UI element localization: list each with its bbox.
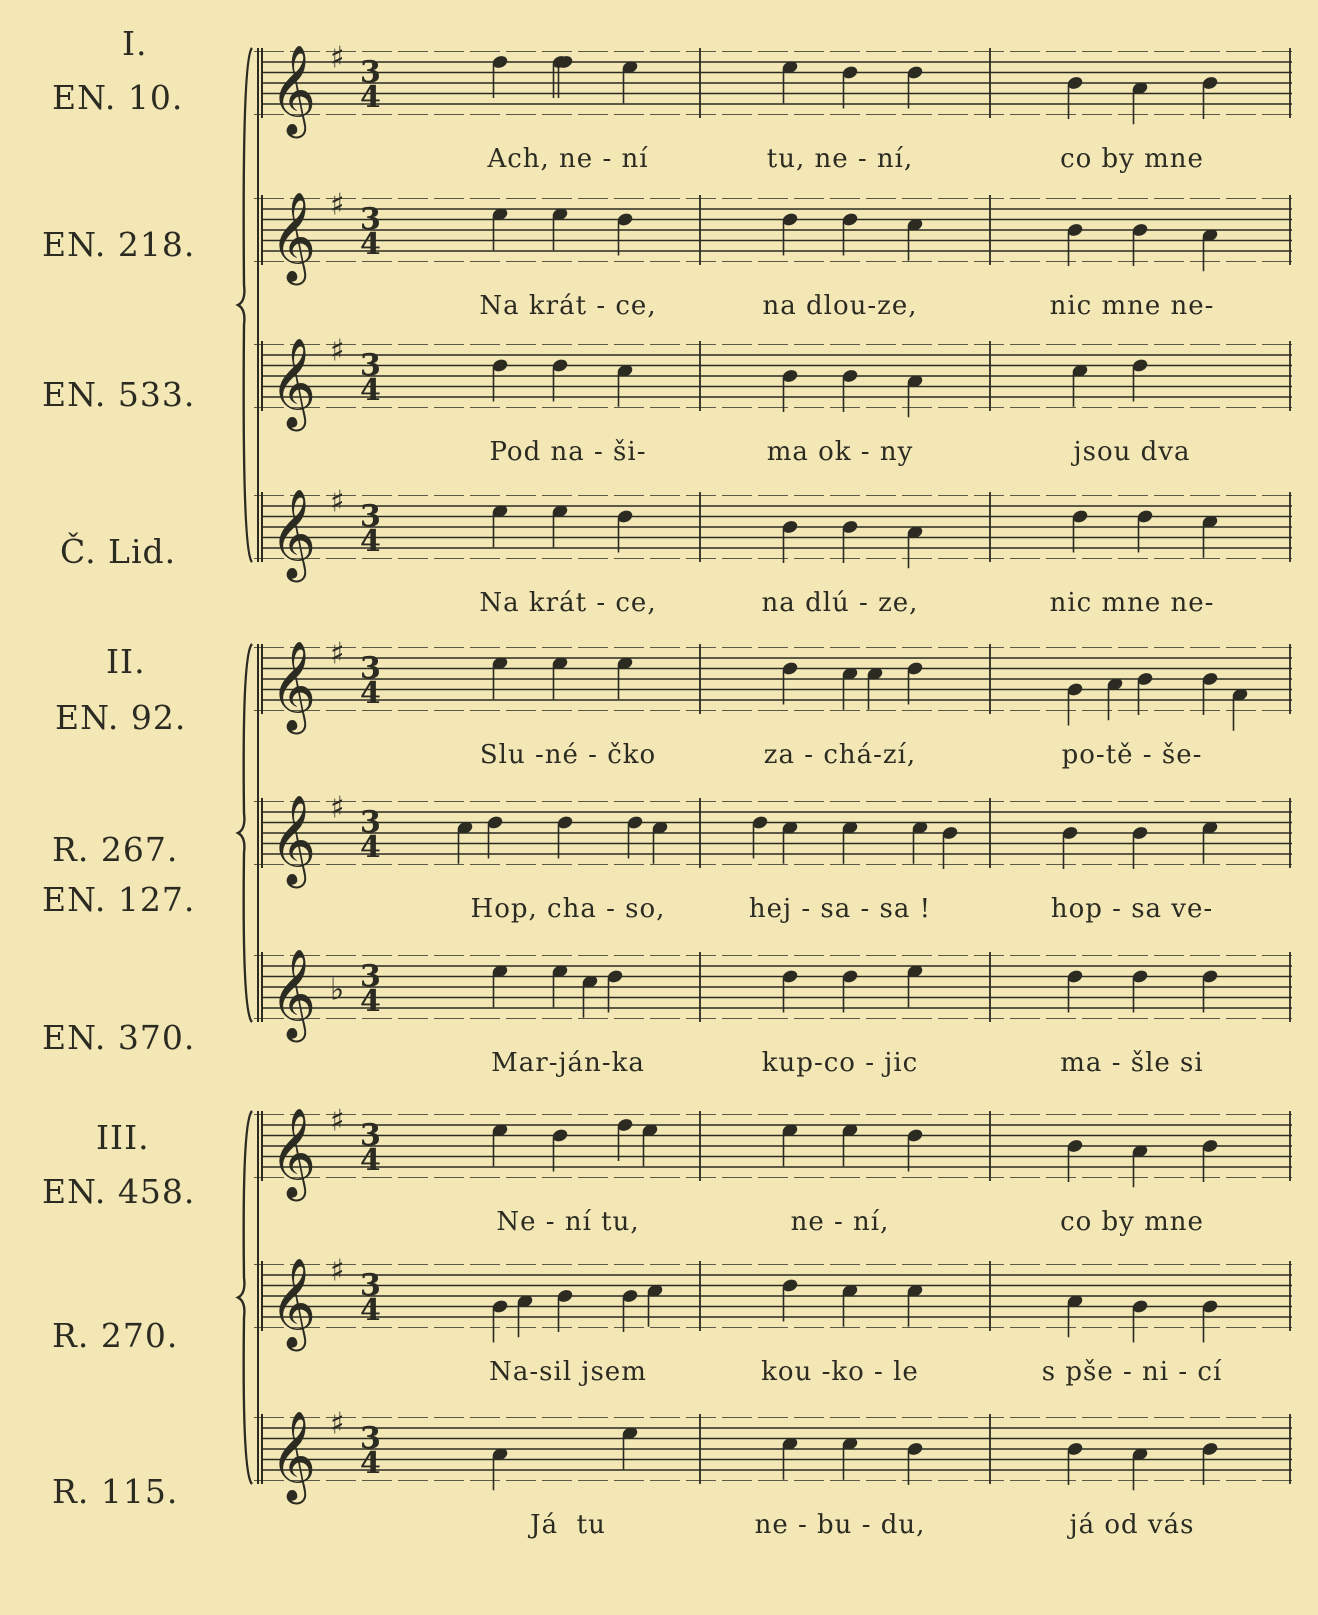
staff (254, 187, 1292, 286)
staff (254, 1406, 1292, 1505)
lyric-line: hej - sa - sa ! (748, 894, 932, 924)
sharp-icon: ♯ (330, 333, 345, 369)
time-signature-denominator: 4 (360, 1446, 381, 1481)
staff-label: EN. 370. (42, 1018, 196, 1057)
staff-label: R. 115. (52, 1472, 179, 1511)
time-signature-numerator: 3 (360, 348, 381, 383)
treble-clef-icon: 𝄞 (270, 795, 317, 885)
staff (254, 40, 1292, 139)
lyric-line: co by mne (1060, 144, 1204, 174)
lyric-line: nic mne ne- (1049, 291, 1215, 321)
staff-label: EN. 127. (42, 880, 196, 919)
lyric-line: hop - sa ve- (1050, 894, 1214, 924)
time-signature-numerator: 3 (360, 805, 381, 840)
lyric-line: nic mne ne- (1049, 588, 1215, 618)
staff-label: II. (106, 642, 146, 681)
time-signature-denominator: 4 (360, 1293, 381, 1328)
staff (254, 949, 1292, 1043)
lyric-line: tu, ne - ní, (766, 144, 914, 174)
flat-icon: ♭ (330, 972, 345, 1008)
sharp-icon: ♯ (330, 636, 345, 672)
staff-label: EN. 458. (42, 1172, 196, 1211)
staff (254, 1103, 1292, 1202)
staff (254, 636, 1292, 735)
lyric-line: Slu -né - čko (479, 740, 657, 770)
time-signature-numerator: 3 (360, 202, 381, 237)
lyric-line: co by mne (1060, 1207, 1204, 1237)
staff-label: EN. 533. (42, 375, 196, 414)
time-signature-denominator: 4 (360, 80, 381, 115)
lyric-line: kup-co - jic (761, 1048, 919, 1078)
time-signature-denominator: 4 (360, 676, 381, 711)
sharp-icon: ♯ (330, 1103, 345, 1139)
lyric-line: ma - šle si (1060, 1048, 1204, 1078)
lyric-line: ne - bu - du, (754, 1510, 926, 1540)
lyric-line: Na-sil jsem (489, 1357, 647, 1387)
staff-label: EN. 218. (42, 225, 196, 264)
lyric-line: Hop, cha - so, (470, 894, 666, 924)
group-brace (238, 1111, 252, 1484)
time-signature-denominator: 4 (360, 1143, 381, 1178)
lyric-line: s pše - ni - cí (1041, 1357, 1223, 1387)
treble-clef-icon: 𝄞 (270, 1108, 317, 1198)
staff-label: R. 267. (52, 830, 179, 869)
time-signature-denominator: 4 (360, 984, 381, 1019)
staff-label: EN. 92. (55, 698, 187, 737)
lyric-line: po-tě - še- (1061, 740, 1203, 770)
sharp-icon: ♯ (330, 484, 345, 520)
lyric-line: jsou dva (1073, 437, 1191, 467)
staff-label: R. 270. (52, 1316, 179, 1355)
lyric-line: za - chá-zí, (763, 740, 917, 770)
treble-clef-icon: 𝄞 (270, 338, 317, 428)
lyric-line: Já tu (530, 1510, 606, 1540)
time-signature-denominator: 4 (360, 524, 381, 559)
treble-clef-icon: 𝄞 (270, 641, 317, 731)
treble-clef-icon: 𝄞 (270, 1258, 317, 1348)
time-signature-numerator: 3 (360, 55, 381, 90)
staff-label: Č. Lid. (60, 532, 177, 571)
time-signature-numerator: 3 (360, 1421, 381, 1456)
time-signature-numerator: 3 (360, 1118, 381, 1153)
time-signature-numerator: 3 (360, 651, 381, 686)
group-brace (238, 644, 252, 1022)
staff-label: EN. 10. (52, 78, 184, 117)
staff (254, 790, 1292, 889)
sharp-icon: ♯ (330, 1253, 345, 1289)
group-brace (238, 48, 252, 562)
staff-label: III. (96, 1118, 150, 1157)
staff-label: I. (122, 24, 148, 63)
time-signature-denominator: 4 (360, 830, 381, 865)
lyric-line: na dlou-ze, (762, 291, 918, 321)
sharp-icon: ♯ (330, 790, 345, 826)
lyric-line: Mar-ján-ka (491, 1048, 645, 1078)
lyric-line: Na krát - ce, (479, 291, 657, 321)
lyric-line: Ach, ne - ní (487, 144, 649, 174)
treble-clef-icon: 𝄞 (270, 45, 317, 135)
lyric-line: Ne - ní tu, (496, 1207, 640, 1237)
sharp-icon: ♯ (330, 187, 345, 223)
lyric-line: ne - ní, (790, 1207, 890, 1237)
treble-clef-icon: 𝄞 (270, 489, 317, 579)
lyric-line: Pod na - ši- (489, 437, 647, 467)
staff (254, 1253, 1292, 1352)
sharp-icon: ♯ (330, 1406, 345, 1442)
lyric-line: kou -ko - le (761, 1357, 919, 1387)
staff (254, 484, 1292, 583)
lyric-line: Na krát - ce, (479, 588, 657, 618)
time-signature-numerator: 3 (360, 499, 381, 534)
treble-clef-icon: 𝄞 (270, 1411, 317, 1501)
staff (254, 333, 1292, 432)
time-signature-numerator: 3 (360, 959, 381, 994)
time-signature-numerator: 3 (360, 1268, 381, 1303)
time-signature-denominator: 4 (360, 227, 381, 262)
lyric-line: ma ok - ny (766, 437, 914, 467)
sharp-icon: ♯ (330, 40, 345, 76)
lyric-line: na dlú - ze, (761, 588, 919, 618)
treble-clef-icon: 𝄞 (270, 949, 317, 1039)
lyric-line: já od vás (1069, 1510, 1195, 1540)
treble-clef-icon: 𝄞 (270, 192, 317, 282)
time-signature-denominator: 4 (360, 373, 381, 408)
